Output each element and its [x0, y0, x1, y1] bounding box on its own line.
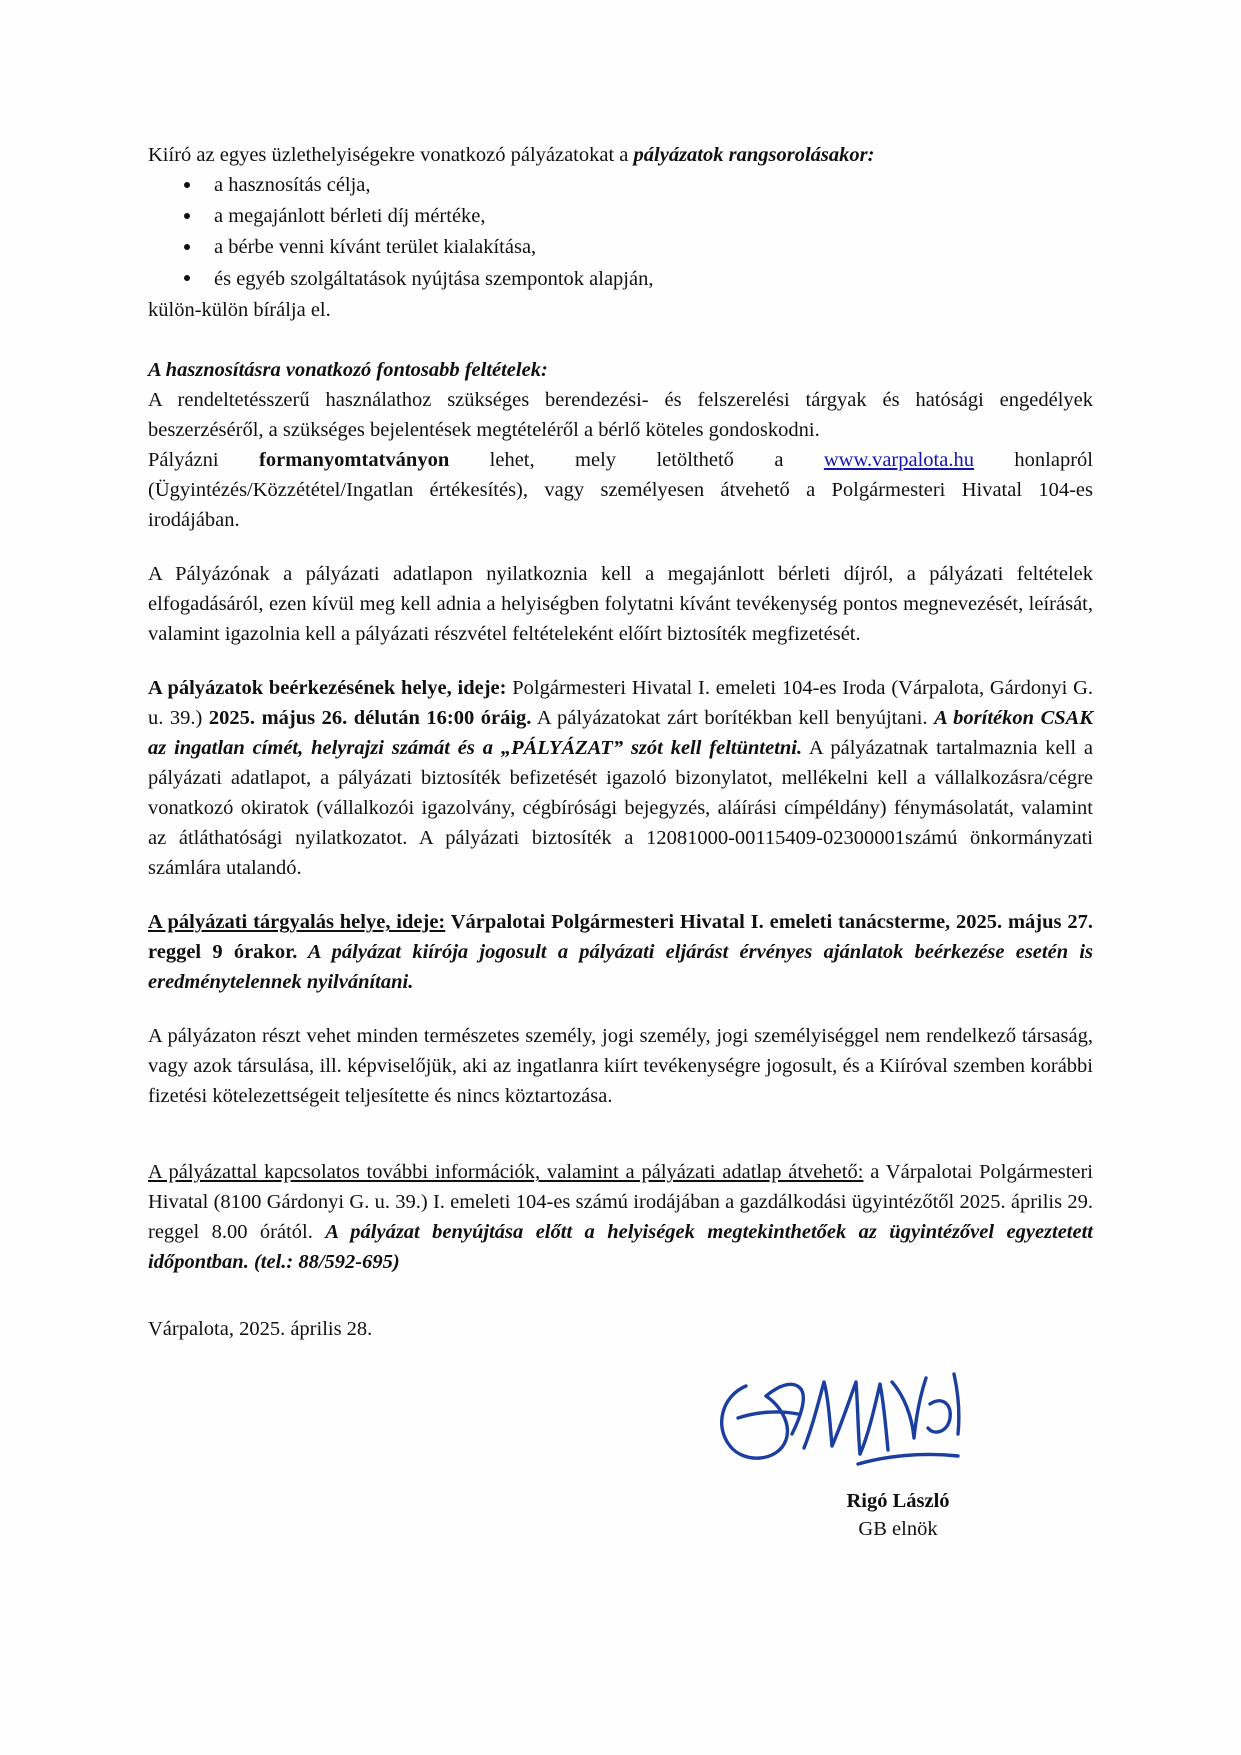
conditions-heading: A hasznosításra vonatkozó fontosabb feltételek:	[148, 358, 548, 381]
info-paragraph	[148, 1157, 1093, 1277]
apply-text-before: Pályázni	[148, 448, 260, 471]
submission-paragraph	[148, 673, 1093, 883]
website-link[interactable]: www.varpalota.hu	[823, 448, 974, 471]
list-item-label: a megajánlott bérleti díj mértéke,	[214, 205, 486, 228]
place-date: Várpalota, 2025. április 28.	[148, 1317, 373, 1340]
hearing-paragraph	[148, 907, 1093, 997]
list-item	[148, 232, 1093, 263]
info-text: a Várpalotai Polgármesteri Hivatal (8100 Gárdonyi G. u. 39.) I. emeleti 104-es számú irodájában a gazdálkodási ügyintézőtől 2025. április 29. reggel 8.00 órától.	[148, 1161, 1094, 1244]
apply-text-after: honlapról (Ügyintézés/Közzététel/Ingatlan értékesítés), vagy személyesen átvehető a Polgármesteri Hivatal 104-es irodájában.	[148, 448, 1093, 531]
bullet-dot-icon	[184, 275, 190, 281]
list-item-label: és egyéb szolgáltatások nyújtása szempontok alapján,	[214, 267, 654, 290]
signature-block	[148, 1317, 1093, 1540]
hearing-label: A pályázati tárgyalás helye, ideje:	[148, 911, 446, 934]
envelope-requirement: A borítékon CSAK az ingatlan címét, helyrajzi számát és a „PÁLYÁZAT” szót kell feltüntetni.	[148, 707, 1093, 760]
conditions-paragraph-2	[148, 445, 1093, 535]
submission-text-b: A pályázatnak tartalmaznia kell a pályázati adatlapot, a pályázati biztosíték befizetését igazoló bizonylatot, mellékelni kell a vállalkozásra/cégre vonatkozó okiratok (vállalkozói igazolvány, cégbírósági bejegyzés, aláírási címpéldány) fénymásolatát, valamint az átláthatósági nyilatkozatot. A pályázati biztosíték a 12081000-00115409-02300001számú önkormányzati számlára utalandó.	[148, 737, 1093, 880]
declaration-paragraph: A Pályázónak a pályázati adatlapon nyilatkoznia kell a megajánlott bérleti díjról, a pályázati feltételek elfogadásáról, ezen kívül meg kell adnia a helyiségben folytatni kívánt tevékenység pontos megnevezését, leírását, valamint igazolnia kell a pályázati részvétel feltételeként előírt biztosíték megfizetését.	[148, 562, 1093, 645]
submission-label: A pályázatok beérkezésének helye, ideje:	[148, 676, 507, 699]
handwritten-signature-icon	[708, 1352, 1008, 1502]
info-emphasis: A pályázat benyújtása előtt a helyiségek megtekinthetőek az ügyintézővel egyeztetett időpontban. (tel.: 88/592-695)	[148, 1221, 1093, 1274]
submission-place: Polgármesteri Hivatal I. emeleti 104-es Iroda (Várpalota, Gárdonyi G. u. 39.)	[148, 676, 1094, 729]
criteria-list	[148, 170, 1093, 295]
info-label: A pályázattal kapcsolatos további információk, valamint a pályázati adatlap átvehető:	[148, 1161, 864, 1184]
list-item-label: a bérbe venni kívánt terület kialakítása,	[214, 236, 537, 259]
submission-text-a: A pályázatokat zárt borítékban kell benyújtani.	[531, 707, 935, 729]
intro-lead-plain: Kiíró az egyes üzlethelyiségekre vonatkozó pályázatokat a	[148, 144, 634, 166]
apply-text-mid: lehet, mely letölthető a	[449, 448, 824, 471]
list-item	[148, 170, 1093, 201]
apply-form-bold: formanyomtatványon	[259, 448, 450, 471]
list-item	[148, 201, 1093, 232]
list-item-label: a hasznosítás célja,	[214, 174, 371, 197]
bullet-dot-icon	[184, 213, 190, 219]
signer-name: Rigó László	[846, 1489, 950, 1512]
intro-lead-emphasis: pályázatok rangsorolásakor:	[633, 144, 875, 166]
list-item	[148, 264, 1093, 295]
hearing-emphasis: A pályázat kiírója jogosult a pályázati eljárást érvényes ajánlatok beérkezése esetén is eredménytelennek nyilvánítani.	[148, 941, 1093, 994]
submission-deadline: 2025. május 26. délután 16:00 óráig.	[208, 707, 532, 729]
conditions-paragraph-1: A rendeltetésszerű használathoz szükséges berendezési- és felszerelési tárgyak és hatósági engedélyek beszerzéséről, a szükséges bejelentések megtételéről a bérlő köteles gondoskodni.	[148, 388, 1093, 441]
eligibility-paragraph: A pályázaton részt vehet minden természetes személy, jogi személy, jogi személyiséggel nem rendelkező társaság, vagy azok társulása, ill. képviselőjük, aki az ingatlanra kiírt tevékenységre jogosult, és a Kiíróval szemben korábbi fizetési kötelezettségeit teljesítette és nincs köztartozása.	[148, 1025, 1093, 1108]
signer-title: GB elnök	[858, 1517, 938, 1540]
intro-lead	[148, 140, 1093, 170]
bullet-dot-icon	[184, 182, 190, 188]
hearing-details: Várpalotai Polgármesteri Hivatal I. emeleti tanácsterme, 2025. május 27. reggel 9 órakor.	[148, 911, 1093, 964]
intro-closing: külön-külön bírálja el.	[148, 298, 331, 321]
bullet-dot-icon	[184, 244, 190, 250]
document-body	[148, 140, 1094, 1540]
